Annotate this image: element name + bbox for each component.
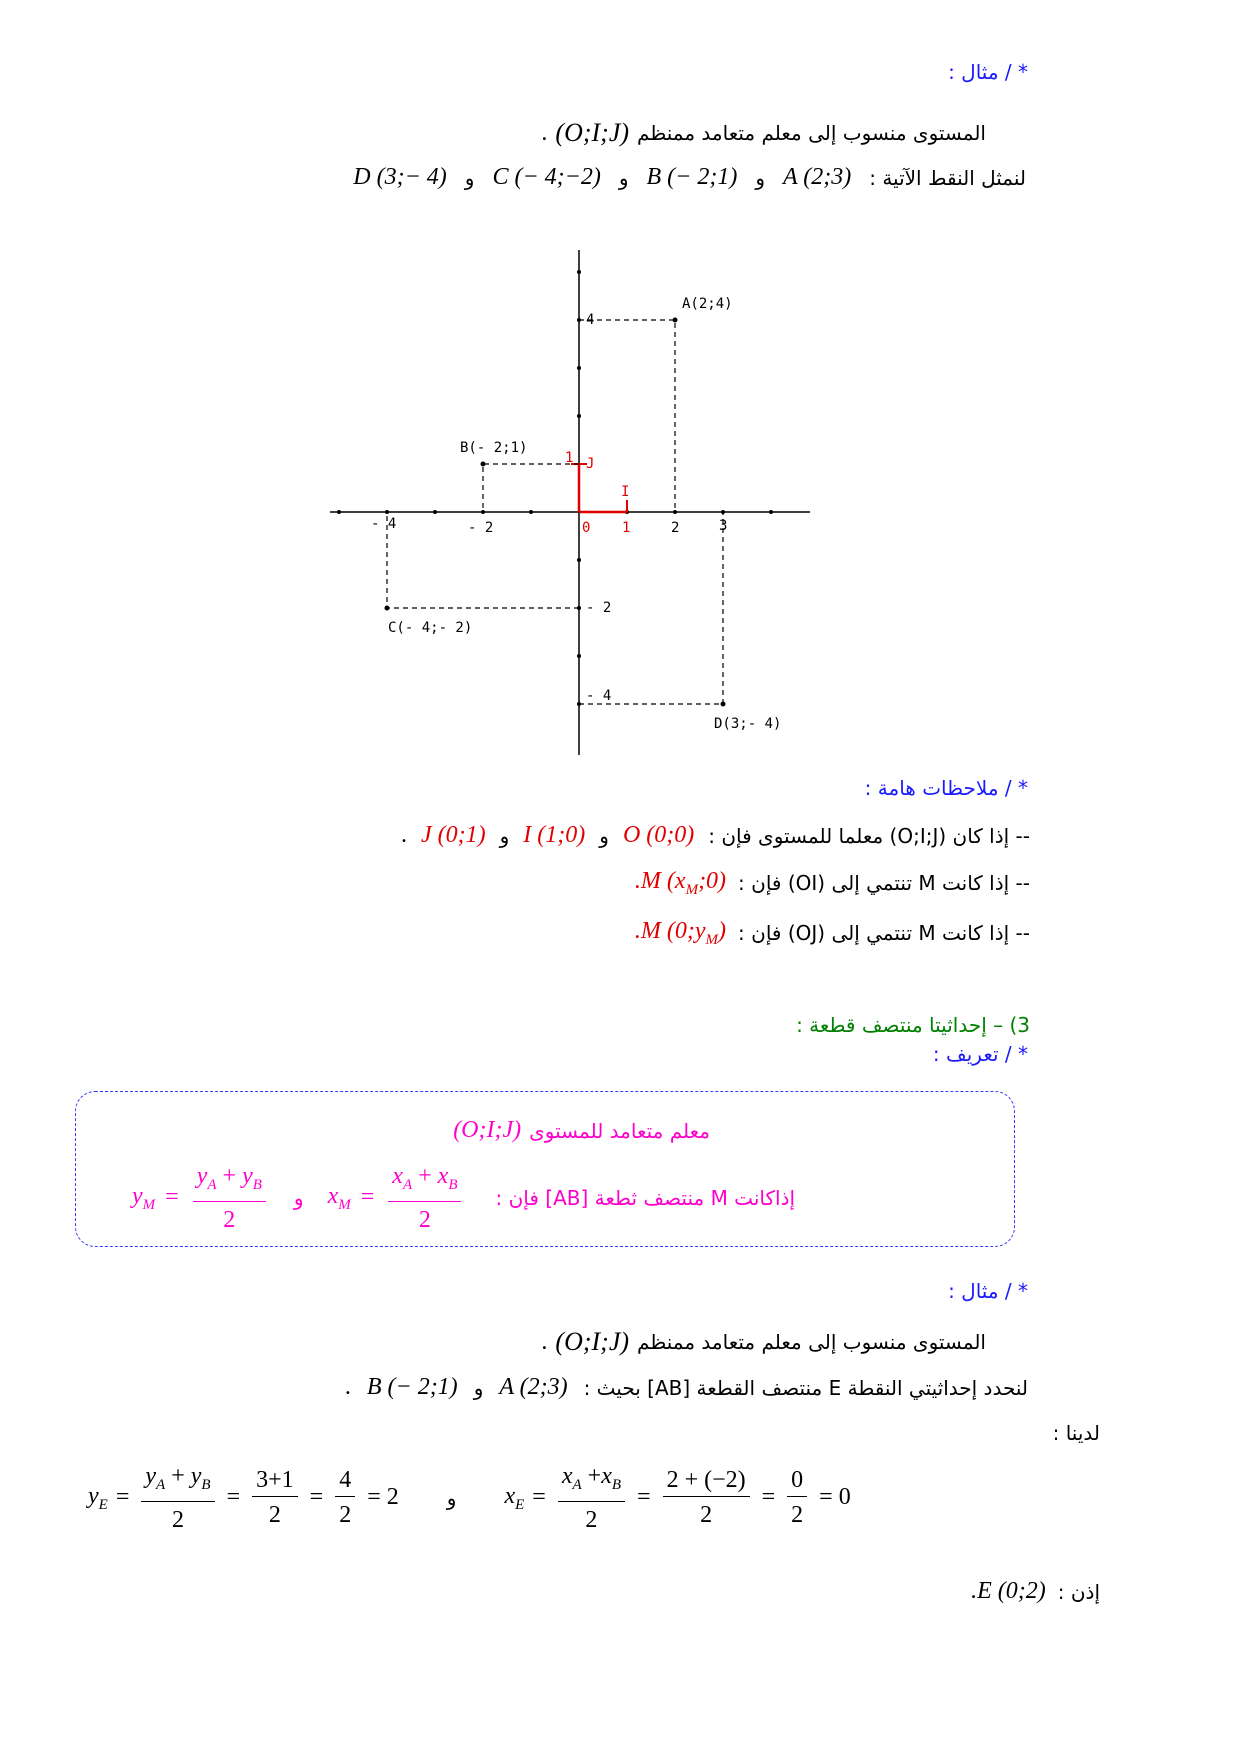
example2-conclusion: .E (0;2) إذن : xyxy=(971,1578,1100,1604)
note2-text: -- إذا كانت M تنتمي إلى (OI) فإن : xyxy=(738,871,1030,896)
and-word: و xyxy=(618,165,629,190)
label-xm4: - 4 xyxy=(371,516,397,532)
fraction-xM: $\frac{x_A + x_B}{2}$ xyxy=(388,1162,461,1234)
projection-B xyxy=(483,464,579,512)
note1: . J (0;1) و I (1;0) و O (0;0) -- إذا كان (O;I;J) معلما للمستوى فإن : xyxy=(400,822,1030,848)
and-word: و xyxy=(499,823,510,848)
section3-title: 3) – إحداثيتا منتصف قطعة : xyxy=(796,1013,1030,1037)
example1-line1: . (O;I;J) المستوى منسوب إلى معلم متعامد ممنظم xyxy=(541,118,986,147)
example1-line2 xyxy=(353,164,1026,191)
label-y1: 1 xyxy=(565,450,574,466)
label-ym4: - 4 xyxy=(586,688,612,704)
label-B: B(- 2;1) xyxy=(460,440,528,456)
label-x1: 1 xyxy=(622,520,631,536)
dot-D xyxy=(721,702,726,707)
label-J: J xyxy=(586,456,595,472)
example2-line2: . B (− 2;1) و A (2;3) لنحدد إحداثيتي النقطة E منتصف القطعة [AB] بحيث : xyxy=(344,1374,1028,1400)
note3 xyxy=(635,918,1030,949)
example2-header: * / مثال : xyxy=(948,1279,1028,1303)
example2-line1: . (O;I;J) المستوى منسوب إلى معلم متعامد ممنظم xyxy=(541,1327,986,1356)
dot-A xyxy=(673,318,678,323)
and-word: و xyxy=(755,165,766,190)
label-I: I xyxy=(621,484,630,500)
coordinate-figure xyxy=(330,250,820,760)
example2-point-B: B (− 2;1) xyxy=(366,1374,458,1400)
example1-line2-text: لنمثل النقط الآتية : xyxy=(869,165,1026,190)
definition-frame-math: (O;I;J) xyxy=(453,1117,522,1143)
note1-text: -- إذا كان (O;I;J) معلما للمستوى فإن : xyxy=(708,823,1030,848)
label-A: A(2;4) xyxy=(682,296,733,312)
point-C: C (− 4;−2) xyxy=(492,164,601,190)
note2-math: .M $(x_M;0)$ xyxy=(634,868,727,898)
and-word: و xyxy=(464,165,475,190)
note3-text: -- إذا كانت M تنتمي إلى (OJ) فإن : xyxy=(738,921,1030,946)
label-origin: 0 xyxy=(582,520,591,536)
fraction-yM: $\frac{y_A + y_B}{2}$ xyxy=(193,1162,266,1234)
example2-frame-math: (O;I;J) xyxy=(555,1327,630,1356)
label-x3: 3 xyxy=(719,518,728,534)
and-word: و xyxy=(473,1375,484,1400)
we-have-label: لدينا : xyxy=(1052,1421,1100,1445)
definition-header: * / تعريف : xyxy=(932,1042,1028,1066)
example2-line2-text: لنحدد إحداثيتي النقطة E منتصف القطعة [AB] بحيث : xyxy=(583,1375,1028,1400)
example1-header: * / مثال : xyxy=(948,60,1028,84)
point-B: B (− 2;1) xyxy=(646,164,738,190)
example1-frame-math: (O;I;J) xyxy=(555,118,630,147)
example2-calculation: $y_E$ = $\frac{y_A + y_B}{2}$ = $\frac{3+1}{2}$ = $\frac{4}{2}$ = 2 و $x_E$ = $\frac{x_A +x_B}{2}$ = $\frac{2 + (-2)}{2}$ = $\frac{0}{2}$ = 0 xyxy=(88,1463,851,1533)
and-word: و xyxy=(293,1185,304,1210)
conclusion-label: إذن : xyxy=(1057,1579,1100,1604)
definition-line1-text: معلم متعامد للمستوى xyxy=(529,1118,710,1143)
note1-I: I (1;0) xyxy=(523,822,586,848)
note1-J: J (0;1) xyxy=(420,822,486,848)
label-C: C(- 4;- 2) xyxy=(388,620,473,636)
dot-B xyxy=(481,462,486,467)
note2 xyxy=(635,868,1030,899)
label-x2: 2 xyxy=(671,520,680,536)
label-D: D(3;- 4) xyxy=(714,716,782,732)
example1-line1-text: المستوى منسوب إلى معلم متعامد ممنظم xyxy=(637,121,986,145)
note1-O: O (0;0) xyxy=(622,822,695,848)
label-xm2: - 2 xyxy=(468,520,494,536)
example2-line1-text: المستوى منسوب إلى معلم متعامد ممنظم xyxy=(637,1330,986,1354)
notes-header: * / ملاحظات هامة : xyxy=(864,776,1028,800)
example2-point-A: A (2;3) xyxy=(499,1374,568,1400)
label-ym2: - 2 xyxy=(586,600,612,616)
label-y4: 4 xyxy=(586,312,595,328)
definition-formula: $y_M$ = $\frac{y_A + y_B}{2}$ و $x_M$ = $\frac{x_A + x_B}{2}$ إذاكانت M منتصف ثطعة [AB] فإن : xyxy=(132,1163,796,1233)
dot-C xyxy=(385,606,390,611)
point-A: A (2;3) xyxy=(783,164,852,190)
and-word: و xyxy=(599,823,609,848)
point-D: D (3;− 4) xyxy=(353,164,447,190)
and-word: و xyxy=(446,1485,457,1510)
definition-line2-text: إذاكانت M منتصف ثطعة [AB] فإن : xyxy=(495,1185,796,1210)
definition-line1 xyxy=(453,1117,710,1144)
note3-math: .M $(0;y_M)$ xyxy=(634,918,727,948)
